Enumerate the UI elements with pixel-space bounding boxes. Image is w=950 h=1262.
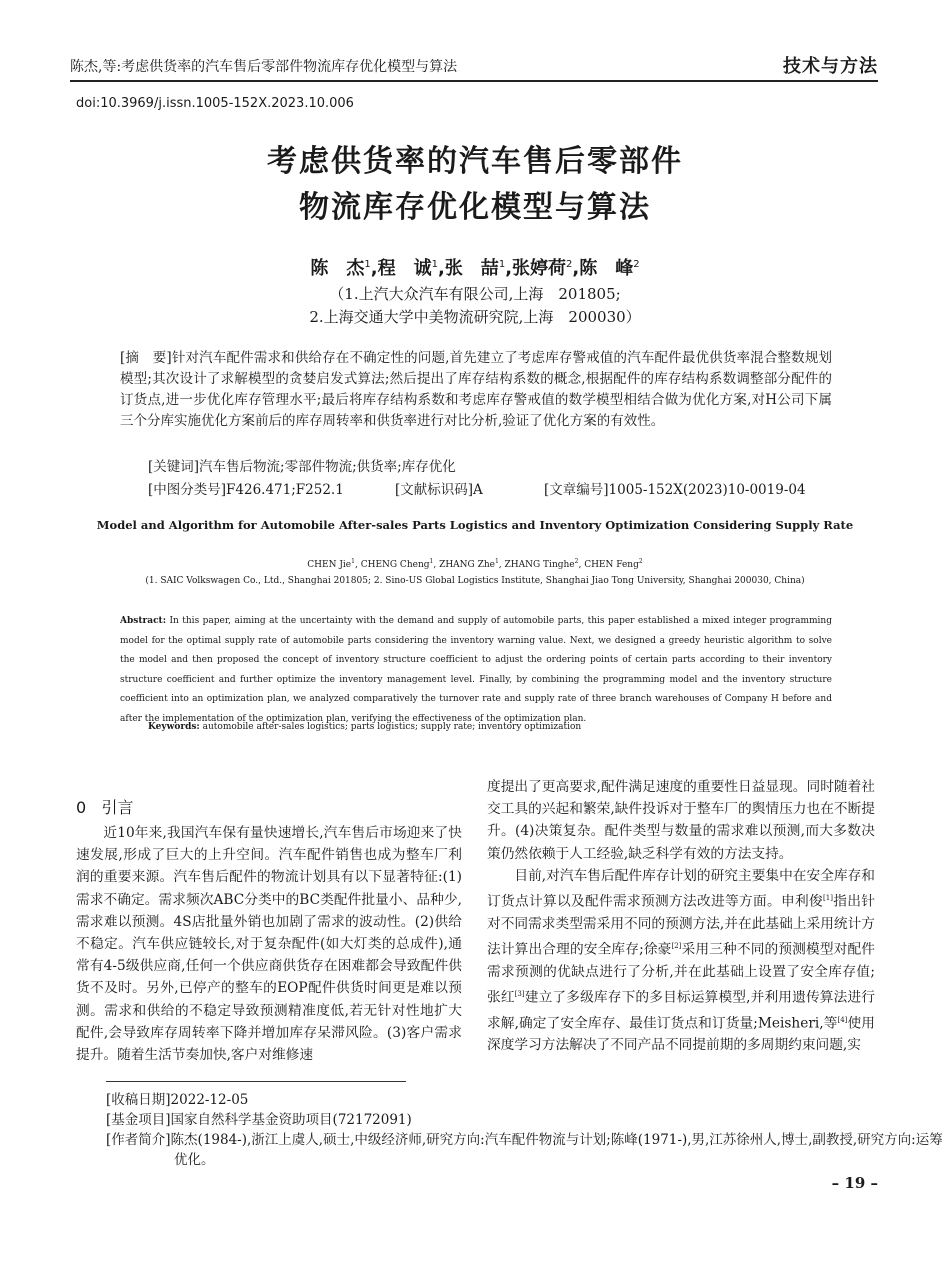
author-affiliation-marker: 1 bbox=[431, 259, 438, 270]
english-keywords-text: automobile after-sales logistics; parts logistics; supply rate; inventory optimization bbox=[202, 722, 582, 732]
english-abstract-label: Abstract: bbox=[120, 616, 167, 626]
received-label: [收稿日期] bbox=[106, 1092, 171, 1108]
fund-value: 国家自然科学基金资助项目(72172091) bbox=[170, 1112, 412, 1128]
author-affiliation-marker: 2 bbox=[566, 259, 573, 270]
abstract-text: 针对汽车配件需求和供给存在不确定性的问题,首先建立了考虑库存警戒值的汽车配件最优供货率混合整数规划模型;其次设计了求解模型的贪婪启发式算法;然后提出了库存结构系数的概念,根据配件的库存结构系数调整部分配件的订货点,进一步优化库存管理水平;最后将库存结构系数和考虑库存警戒值的数学模型相结合做为优化方案,对H公司下属三个分库实施优化方案前后的库存周转率和供货率进行对比分析,验证了优化方案的有效性。 bbox=[120, 350, 832, 429]
article-number-label: [文章编号] bbox=[544, 482, 609, 498]
english-title: Model and Algorithm for Automobile After-sales Parts Logistics and Inventory Optimization Considering Supply Rate bbox=[96, 518, 854, 532]
bio-label: [作者简介] bbox=[106, 1132, 171, 1148]
english-author-marker: 1 bbox=[429, 558, 434, 565]
english-author-name: ZHANG Tinghe bbox=[504, 560, 575, 570]
abstract-cn bbox=[120, 348, 832, 432]
clc-label: [中图分类号] bbox=[148, 482, 227, 498]
footnote-received bbox=[106, 1090, 876, 1110]
citation-ref: [4] bbox=[837, 1015, 848, 1024]
author-name: 张婷荷 bbox=[512, 258, 567, 279]
keywords-cn bbox=[148, 455, 456, 475]
paper-title-line2: 物流库存优化模型与算法 bbox=[299, 190, 651, 225]
english-author-name: CHENG Cheng bbox=[360, 560, 430, 570]
author-name: 张 喆 bbox=[444, 258, 499, 279]
body-text: 采用三种不同的预测模型对配件需求预测的优缺点进行了分析,并在此基础上设置了安全库存值;张红 bbox=[487, 941, 875, 1006]
article-number bbox=[544, 478, 806, 498]
citation-ref: [2] bbox=[671, 941, 682, 950]
affiliation-line2: 2.上海交通大学中美物流研究院,上海 200030） bbox=[309, 308, 641, 326]
document-code bbox=[395, 478, 483, 498]
english-abstract bbox=[120, 612, 832, 729]
author-name: 陈 峰 bbox=[579, 258, 634, 279]
citation-ref: [1] bbox=[823, 894, 833, 903]
keywords-label: [关键词] bbox=[148, 459, 200, 475]
english-keywords bbox=[148, 722, 581, 732]
body-left-column bbox=[76, 822, 462, 1066]
article-number-value: 1005-152X(2023)10-0019-04 bbox=[608, 482, 806, 498]
abstract-label: [摘 要] bbox=[120, 350, 172, 366]
author-list: 陈 杰$^1$,程 诚$^1$,张 喆$^1$,张婷荷$^2$,陈 峰$^2$ bbox=[310, 258, 640, 279]
footnote-divider bbox=[106, 1081, 406, 1082]
english-abstract-text: In this paper, aiming at the uncertainty with the demand and supply of automobile parts, this paper established a mixed integer programming model for the optimal supply rate of automobile parts considering the inventory warning value. Next, we designed a greedy heuristic algorithm to solve the model and then proposed the concept of inventory structure coefficient to adjust the ordering points of certain parts according to their inventory structure coefficient and further optimize the inventory management level. Finally, by combining the programming model and the inventory structure coefficient into an optimization plan, we analyzed comparatively the turnover rate and supply rate of three branch warehouses of Company H before and after the implementation of the optimization plan, verifying the effectiveness of the optimization plan. bbox=[120, 616, 832, 724]
english-author-name: ZHANG Zhe bbox=[439, 560, 495, 570]
doc-code-value: A bbox=[473, 482, 483, 498]
doc-code-label: [文献标识码] bbox=[395, 482, 474, 498]
footnote-fund bbox=[106, 1110, 876, 1130]
english-author-marker: 2 bbox=[638, 558, 643, 565]
body-paragraph: 近10年来,我国汽车保有量快速增长,汽车售后市场迎来了快速发展,形成了巨大的上升空间。汽车配件销售也成为整车厂利润的重要来源。汽车售后配件的物流计划具有以下显著特征:(1)需求不确定。需求频次ABC分类中的BC类配件批量小、品种少,需求难以预测。4S店批量外销也加剧了需求的波动性。(2)供给不稳定。汽车供应链较长,对于复杂配件(如大灯类的总成件),通常有4-5级供应商,任何一个供应商供货存在困难都会导致配件供货不及时。另外,已停产的整车的EOP配件供货时间更是难以预测。需求和供给的不稳定导致预测精准度低,若无针对性地扩大配件,会导致库存周转率下降并增加库存呆滞风险。(3)客户需求提升。随着生活节奏加快,客户对维修速 bbox=[76, 825, 462, 1064]
bio-value: 陈杰(1984-),浙江上虞人,硕士,中级经济师,研究方向:汽车配件物流与计划;陈峰(1971-),男,江苏徐州人,博士,副教授,研究方向:运筹优化。 bbox=[170, 1132, 943, 1168]
section-label: 技术与方法 bbox=[783, 56, 878, 77]
received-value: 2022-12-05 bbox=[170, 1092, 249, 1108]
author-name: 程 诚 bbox=[377, 258, 432, 279]
fund-label: [基金项目] bbox=[106, 1112, 171, 1128]
section-title: 引言 bbox=[101, 798, 134, 817]
english-author-marker: 2 bbox=[574, 558, 579, 565]
header-divider bbox=[70, 80, 878, 82]
body-text: 使用深度学习方法解决了不同产品不同提前期的多周期约束问题,实 bbox=[487, 1015, 875, 1054]
doi: doi:10.3969/j.issn.1005-152X.2023.10.006 bbox=[76, 96, 354, 111]
clc-number bbox=[148, 478, 344, 498]
author-affiliation-marker: 2 bbox=[633, 259, 640, 270]
author-affiliation-marker: 1 bbox=[498, 259, 506, 270]
citation-ref: [3] bbox=[514, 989, 525, 998]
english-affiliation: (1. SAIC Volkswagen Co., Ltd., Shanghai 201805; 2. Sino-US Global Logistics Institute, Shanghai Jiao Tong University, Shanghai 200030, China) bbox=[145, 576, 805, 586]
body-paragraph: 度提出了更高要求,配件满足速度的重要性日益显现。同时随着社交工具的兴起和繁荣,缺件投诉对于整车厂的舆情压力也在不断提升。(4)决策复杂。配件类型与数量的需求难以预测,而大多数决策仍然依赖于人工经验,缺乏科学有效的方法支持。 bbox=[487, 779, 875, 862]
author-name: 陈 杰 bbox=[310, 258, 365, 279]
english-author-marker: 1 bbox=[351, 558, 355, 565]
english-author-name: CHEN Jie bbox=[307, 560, 352, 570]
keywords-text: 汽车售后物流;零部件物流;供货率;库存优化 bbox=[199, 459, 456, 475]
body-right-column bbox=[487, 776, 875, 1057]
paper-title-line1: 考虑供货率的汽车售后零部件 bbox=[267, 144, 683, 179]
running-title: 陈杰,等:考虑供货率的汽车售后零部件物流库存优化模型与算法 bbox=[70, 59, 458, 75]
english-author-marker: 1 bbox=[494, 558, 499, 565]
author-affiliation-marker: 1 bbox=[364, 259, 371, 270]
footnote-author-bio bbox=[106, 1130, 944, 1170]
body-text: 目前,对汽车售后配件库存计划的研究主要集中在安全库存和订货点计算以及配件需求预测方法改进等方面。申利俊 bbox=[487, 867, 875, 910]
section-heading bbox=[76, 795, 133, 818]
english-author-list: CHEN Jie$^1$, CHENG Cheng$^1$, ZHANG Zhe$^1$, ZHANG Tinghe$^2$, CHEN Feng$^2$ bbox=[307, 558, 643, 570]
clc-value: F426.471;F252.1 bbox=[226, 482, 344, 498]
body-paragraph bbox=[487, 865, 875, 1057]
english-keywords-label: Keywords: bbox=[148, 722, 200, 732]
body-text: 指出针对不同需求类型需采用不同的预测方法,并在此基础上采用统计方法计算出合理的安全库存;徐豪 bbox=[487, 893, 875, 958]
body-text: 建立了多级库存下的多目标运算模型,并利用遗传算法进行求解,确定了安全库存、最佳订货点和订货量;Meisheri,等 bbox=[487, 989, 875, 1032]
english-author-name: CHEN Feng bbox=[584, 560, 639, 570]
section-number: 0 bbox=[76, 798, 87, 817]
page-number: – 19 – bbox=[831, 1174, 878, 1192]
affiliation-line1: （1.上汽大众汽车有限公司,上海 201805; bbox=[329, 285, 621, 303]
